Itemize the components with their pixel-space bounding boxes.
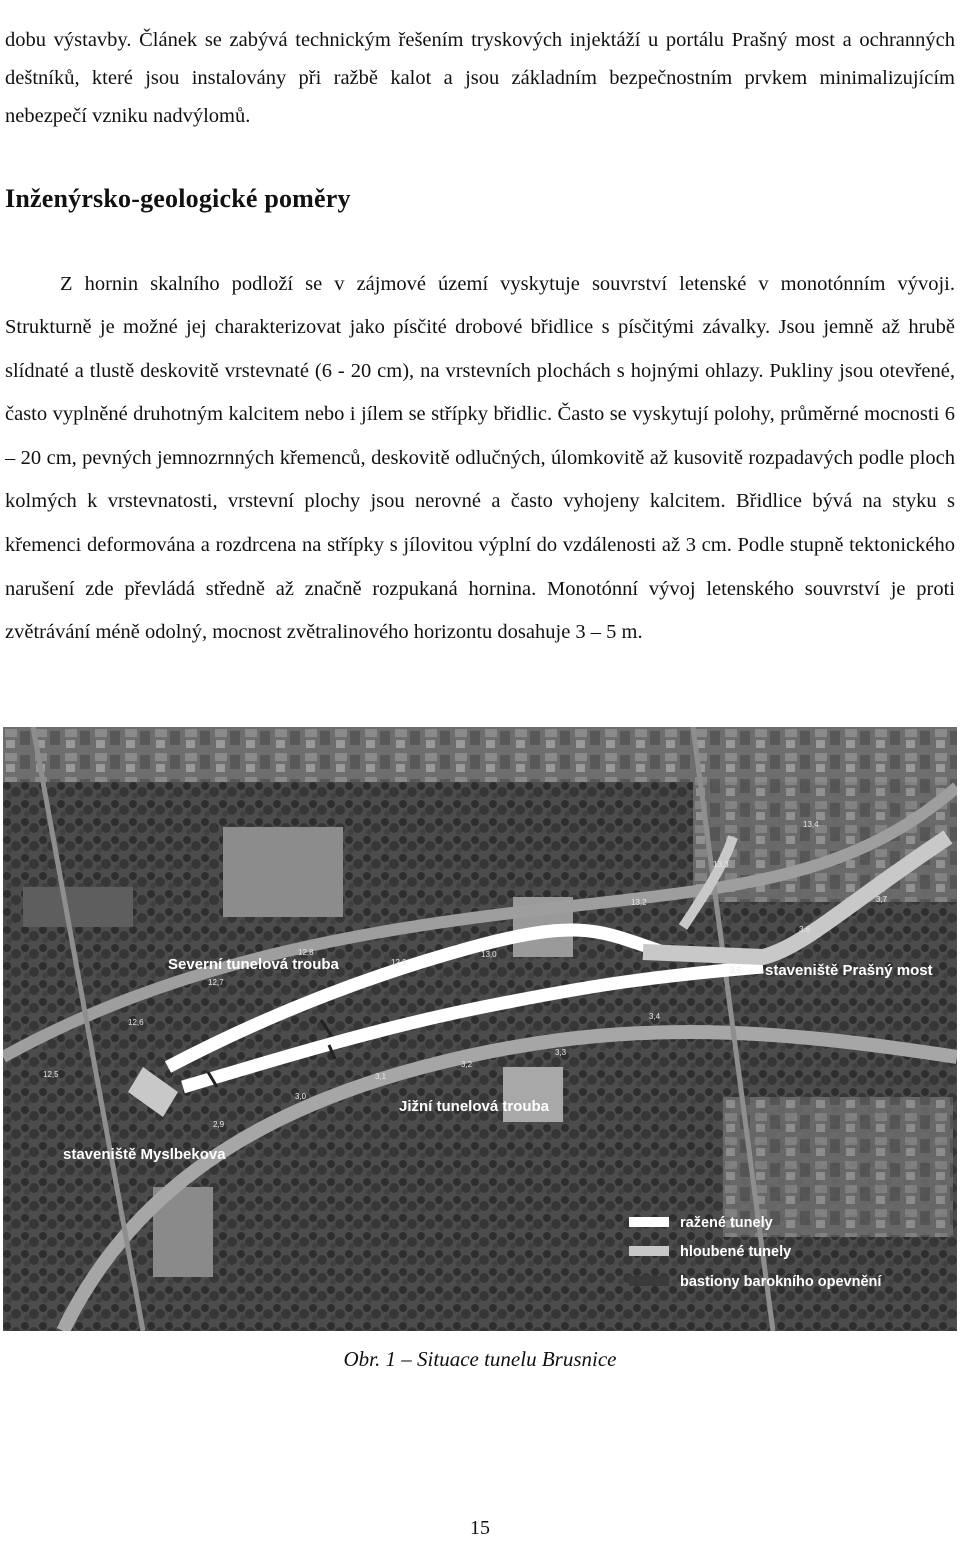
legend-swatch-bastions: [629, 1276, 669, 1286]
chainage-label: 2,9: [213, 1120, 225, 1129]
chainage-label: 13,3: [713, 860, 729, 869]
building-large-roof: [223, 827, 343, 917]
chainage-label: 13,4: [803, 820, 819, 829]
chainage-label: 3,1: [375, 1072, 387, 1081]
chainage-label: 13,2: [631, 898, 647, 907]
intro-paragraph: dobu výstavby. Článek se zabývá technickým řešením tryskových injektáží u portálu Prašný most a ochranných deštníků, které jsou instalovány při ražbě kalot a jsou základním bezpečnostním prvkem minimalizujícím nebezpečí vzniku nadvýlomů.: [5, 28, 955, 127]
chainage-label: 3,3: [555, 1048, 567, 1057]
chainage-label: 3,6: [799, 925, 811, 934]
aerial-map: [3, 727, 957, 1331]
chainage-label: 12,8: [298, 948, 314, 957]
label-site-myslbekova: staveniště Myslbekova: [63, 1146, 226, 1163]
body-paragraph: Z hornin skalního podloží se v zájmové území vyskytuje souvrství letenské v monotónním vývoji. Strukturně je možné jej charakterizovat jako písčité drobové břidlice s písčitými závalky. Jsou jemně až hrubě slídnaté a tlustě deskovitě vrstevnaté (6 - 20 cm), na vrstevních plochách s hojnými ohlazy. Pukliny jsou otevřené, často vyplněné druhotným kalcitem nebo i jílem se střípky břidlic. Často se vyskytují polohy, průměrné mocnosti 6 – 20 cm, pevných jemnozrnných křemenců, deskovitě odlučných, úlomkovitě až kusovitě rozpadavých podle ploch kolmých k vrstevnatosti, vrstevní plochy jsou nerovné a často vyhojeny kalcitem. Břidlice bývá na styku s křemenci deformována a rozdrcena na střípky s jílovitou výplní do vzdálenosti až 3 cm. Podle stupně tektonického narušení zde převládá středně až značně rozpukaná hornina. Monotónní vývoj letenského souvrství je proti zvětrávání méně odolný, mocnost zvětralinového horizontu dosahuje 3 – 5 m.: [5, 272, 955, 644]
label-north-tube: Severní tunelová trouba: [168, 956, 339, 973]
label-south-tube: Jižní tunelová trouba: [399, 1098, 550, 1115]
legend-swatch-cut-and-cover: [629, 1246, 669, 1256]
chainage-label: 3,2: [461, 1060, 473, 1069]
section-heading: Inženýrsko-geologické poměry: [5, 184, 351, 213]
chainage-label: 13,0: [481, 950, 497, 959]
chainage-label: 12,6: [128, 1018, 144, 1027]
urban-area-north: [3, 727, 957, 782]
chainage-label: 12,5: [43, 1070, 59, 1079]
legend-label-bored: ražené tunely: [680, 1215, 773, 1231]
sports-field: [23, 887, 133, 927]
chainage-label: 12,9: [391, 958, 407, 967]
aerial-map-figure: [3, 727, 957, 1331]
chainage-label: 3,5: [730, 966, 742, 975]
chainage-label: 3,0: [295, 1092, 307, 1101]
legend-swatch-bored: [629, 1217, 669, 1227]
chainage-label: 3,4: [649, 1012, 661, 1021]
chainage-label: 3,7: [876, 895, 888, 904]
page-number: 15: [470, 1517, 490, 1539]
label-site-prasny-most: staveniště Prašný most: [765, 962, 933, 979]
figure-caption: Obr. 1 – Situace tunelu Brusnice: [343, 1347, 617, 1371]
chainage-label: 12,7: [208, 978, 224, 987]
legend-label-bastions: bastiony barokního opevnění: [680, 1274, 882, 1290]
legend-label-cut-and-cover: hloubené tunely: [680, 1244, 792, 1260]
